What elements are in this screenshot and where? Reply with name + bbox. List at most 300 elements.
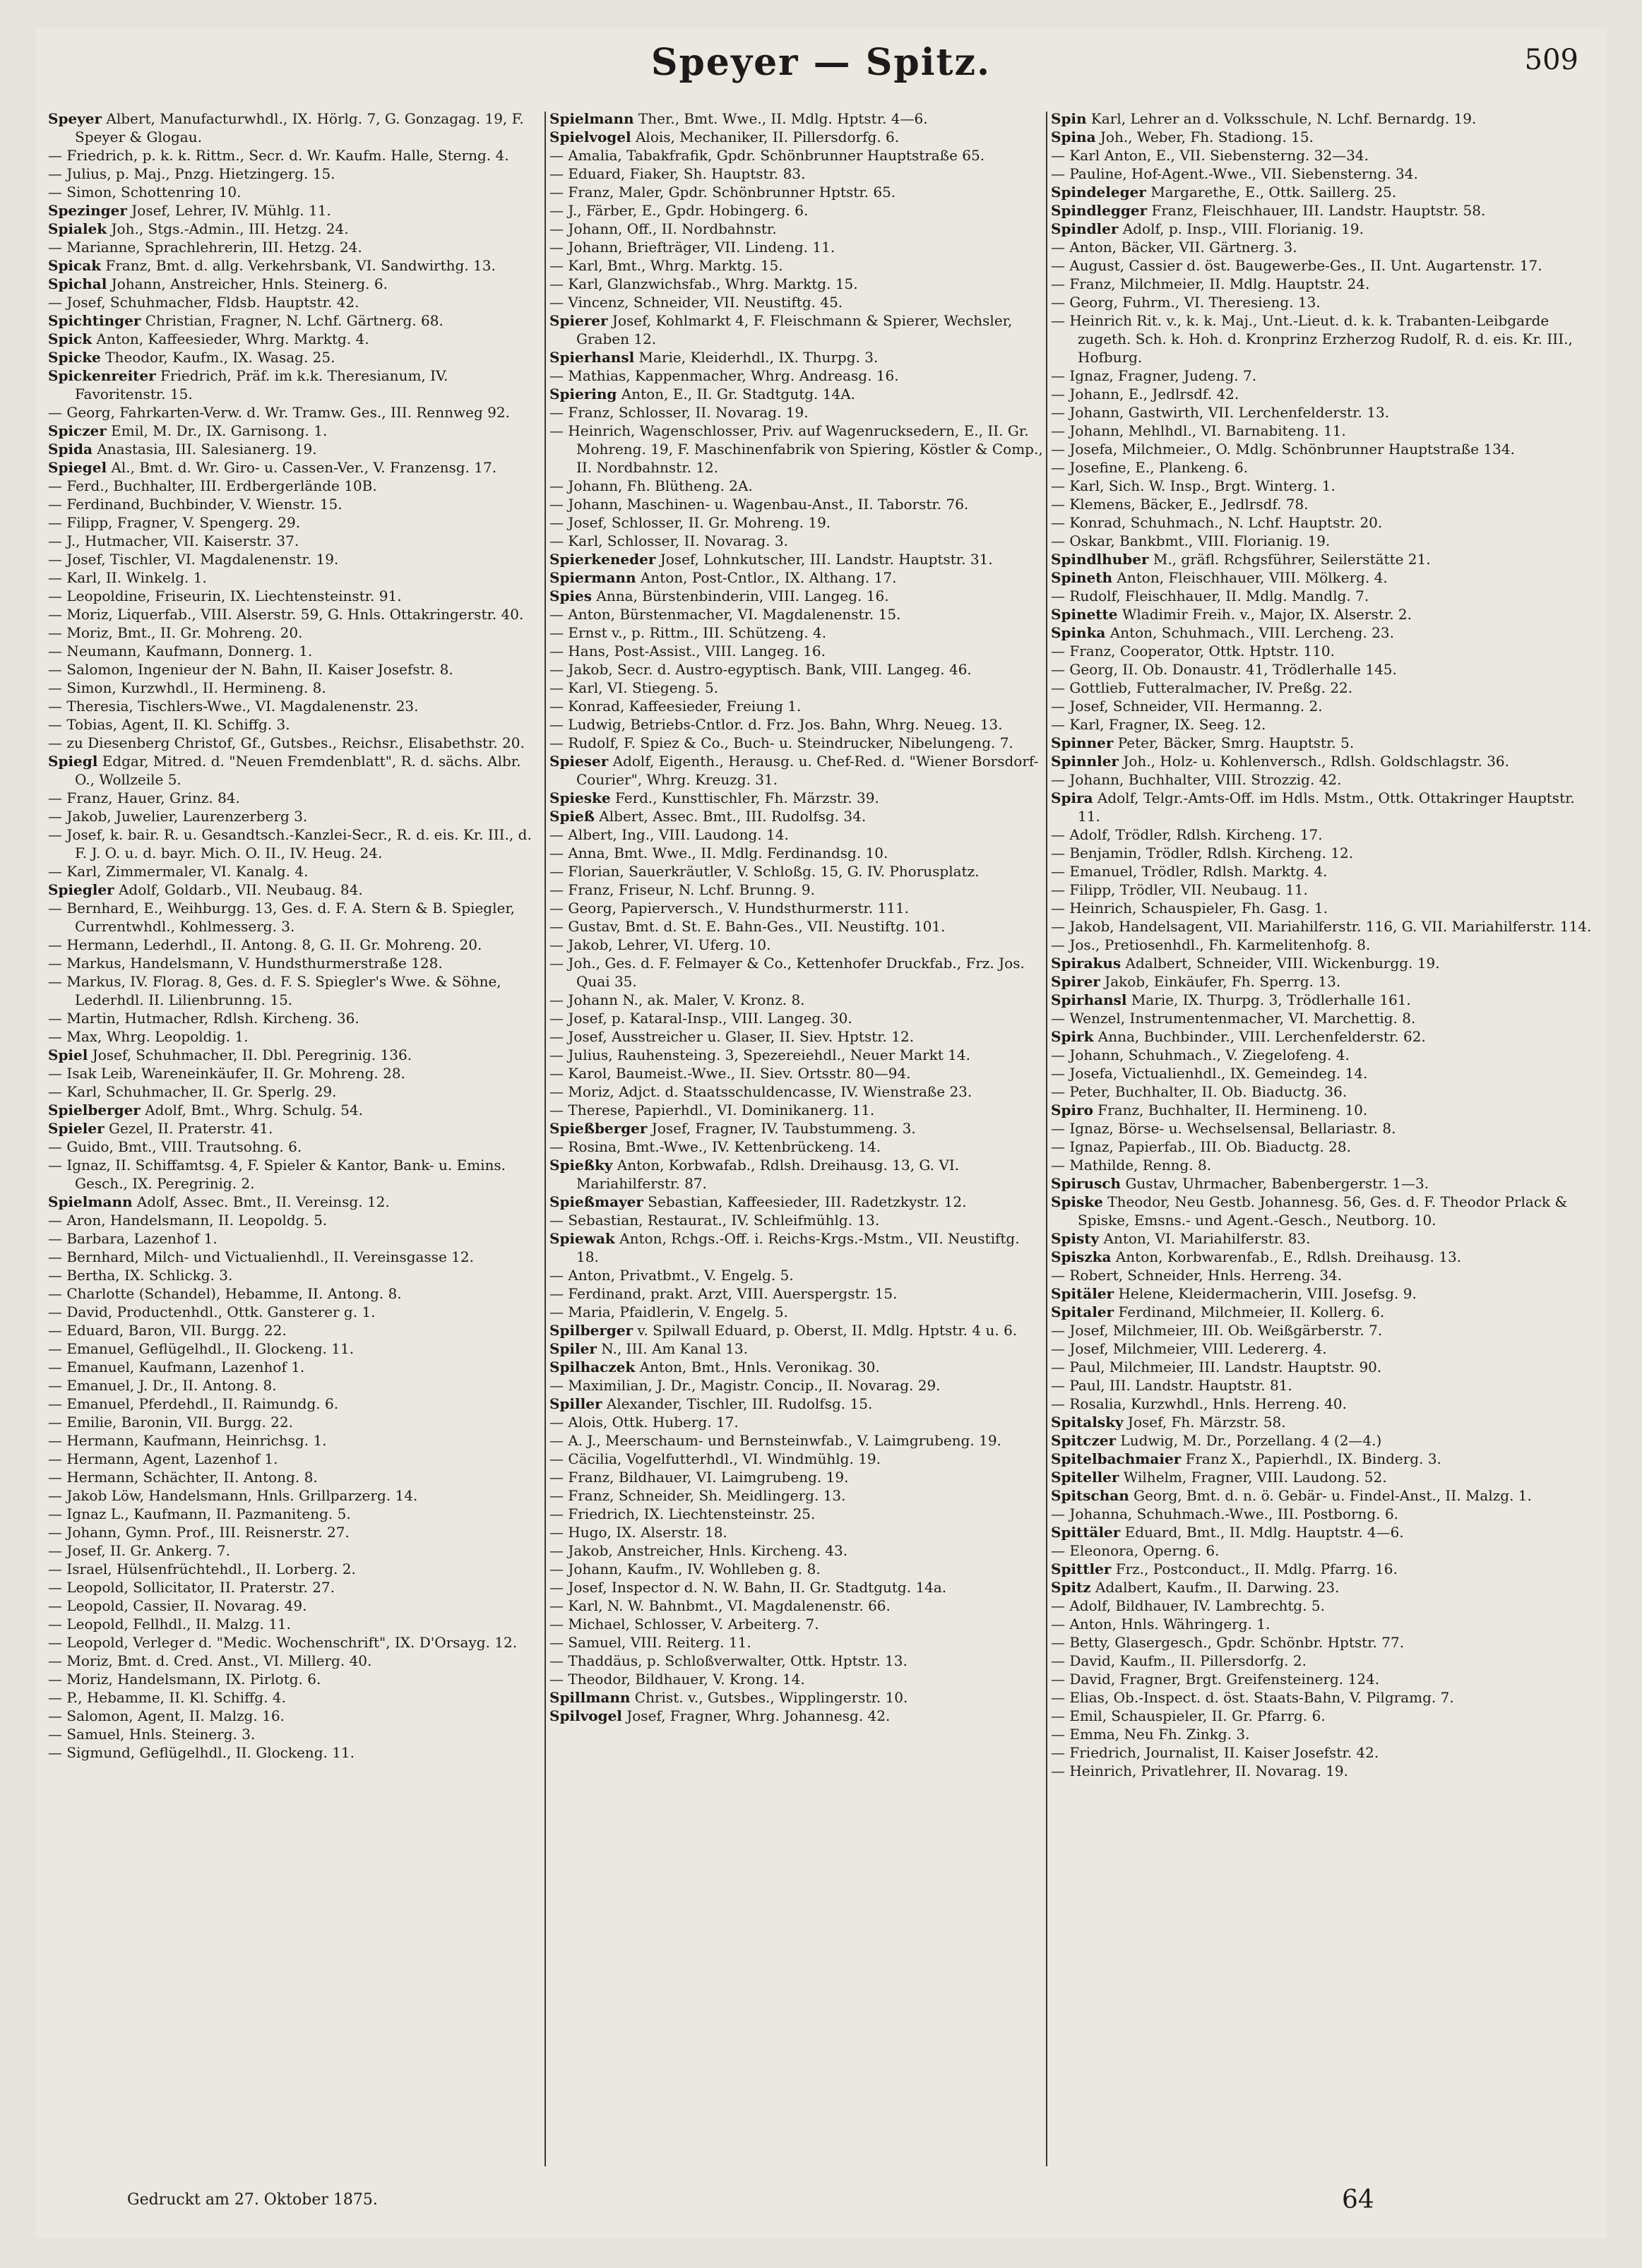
directory-entry	[1051, 1450, 1595, 1468]
entry-details: — Franz, Hauer, Grinz. 84.	[48, 789, 240, 806]
directory-entry	[1051, 385, 1595, 403]
entry-details: Joh., Stgs.-Admin., III. Hetzg. 24.	[107, 220, 349, 237]
directory-entry	[1051, 1762, 1595, 1780]
directory-entry	[48, 1670, 542, 1688]
directory-entry	[48, 642, 542, 660]
directory-entry	[48, 550, 542, 568]
entry-surname: Spindeleger	[1051, 184, 1146, 201]
directory-entry	[48, 275, 542, 293]
entry-details: — Florian, Sauerkräutler, V. Schloßg. 15, G. IV. Phorusplatz.	[549, 863, 980, 880]
directory-entry	[48, 366, 542, 403]
entry-surname: Spina	[1051, 129, 1096, 145]
directory-entry	[549, 1670, 1044, 1688]
directory-entry	[1051, 1670, 1595, 1688]
entry-details: — Heinrich, Privatlehrer, II. Novarag. 19.	[1051, 1762, 1349, 1779]
entry-details: — August, Cassier d. öst. Baugewerbe-Ges., II. Unt. Augartenstr. 17.	[1051, 257, 1542, 274]
directory-entry	[48, 954, 542, 972]
directory-entry	[549, 1652, 1044, 1670]
directory-entry	[1051, 1707, 1595, 1725]
directory-entry	[549, 1266, 1044, 1284]
directory-entry	[48, 1413, 542, 1431]
entry-details: Edgar, Mitred. d. "Neuen Fremdenblatt", R. d. sächs. Albr. O., Wollzeile 5.	[75, 753, 521, 788]
entry-details: — Samuel, Hnls. Steinerg. 3.	[48, 1726, 256, 1743]
directory-entry	[549, 495, 1044, 513]
directory-entry	[549, 1358, 1044, 1376]
entry-surname: Spisty	[1051, 1230, 1100, 1247]
directory-entry	[48, 1138, 542, 1156]
entry-details: Anna, Buchbinder., VIII. Lerchenfelderstr. 62.	[1093, 1028, 1426, 1045]
directory-entry	[549, 899, 1044, 917]
entry-details: — David, Kaufm., II. Pillersdorfg. 2.	[1051, 1652, 1307, 1669]
entry-details: — Emilie, Baronin, VII. Burgg. 22.	[48, 1414, 293, 1431]
entry-surname: Spießmayer	[549, 1193, 643, 1210]
entry-details: — Heinrich Rit. v., k. k. Maj., Unt.-Lieut. d. k. k. Trabanten-Leibgarde zugeth. Sch. k. Hoh. d. Kronprinz Erzherzog Rudolf, R. d. eis. Kr. III., Hofburg.	[1051, 312, 1573, 366]
directory-entry	[1051, 605, 1595, 623]
directory-entry	[1051, 844, 1595, 862]
directory-entry	[48, 1376, 542, 1395]
entry-details: — Adolf, Bildhauer, IV. Lambrechtg. 5.	[1051, 1597, 1325, 1614]
directory-entry	[48, 1156, 542, 1193]
entry-details: Adolf, Telgr.-Amts-Off. im Hdls. Mstm., Ottk. Ottakringer Hauptstr. 11.	[1078, 789, 1575, 825]
directory-entry	[1051, 1523, 1595, 1541]
entry-details: — Eduard, Fiaker, Sh. Hauptstr. 83.	[549, 165, 806, 182]
directory-entry	[549, 128, 1044, 146]
directory-entry	[48, 238, 542, 256]
directory-entry	[48, 568, 542, 587]
entry-details: Albert, Assec. Bmt., III. Rudolfsg. 34.	[594, 808, 867, 825]
directory-entry	[1051, 1578, 1595, 1596]
directory-entry	[549, 568, 1044, 587]
entry-details: Friedrich, Präf. im k.k. Theresianum, IV. Favoritenstr. 15.	[75, 367, 448, 402]
directory-entry	[549, 477, 1044, 495]
entry-details: — Karl, Schlosser, II. Novarag. 3.	[549, 532, 788, 549]
entry-details: — Albert, Ing., VIII. Laudong. 14.	[549, 826, 789, 843]
entry-details: Franz, Bmt. d. allg. Verkehrsbank, VI. Sandwirthg. 13.	[101, 257, 496, 274]
entry-details: — Hermann, Agent, Lazenhof 1.	[48, 1450, 278, 1467]
entry-details: — Johann N., ak. Maler, V. Kronz. 8.	[549, 991, 805, 1008]
directory-entry	[549, 752, 1044, 789]
entry-details: — Johann, Maschinen- u. Wagenbau-Anst., II. Taborstr. 76.	[549, 496, 969, 513]
entry-surname: Spiering	[549, 386, 617, 402]
entry-surname: Spiermann	[549, 569, 636, 586]
entry-details: Franz, Buchhalter, II. Hermineng. 10.	[1093, 1102, 1368, 1118]
directory-entry	[1051, 1376, 1595, 1395]
directory-entry	[1051, 568, 1595, 587]
directory-entry	[549, 844, 1044, 862]
directory-entry	[549, 1339, 1044, 1358]
entry-details: — zu Diesenberg Christof, Gf., Gutsbes., Reichsr., Elisabethstr. 20.	[48, 734, 525, 751]
directory-entry	[549, 1321, 1044, 1339]
entry-details: — Heinrich, Wagenschlosser, Priv. auf Wagenrucksedern, E., II. Gr. Mohreng. 19, F. Maschinenfabrik von Spiering, Köstler & Comp., II. Nordbahnstr. 12.	[549, 422, 1043, 476]
directory-column-1	[48, 109, 542, 2178]
entry-details: — Salomon, Ingenieur der N. Bahn, II. Kaiser Josefstr. 8.	[48, 661, 453, 678]
directory-entry	[1051, 954, 1595, 972]
directory-entry	[1051, 183, 1595, 201]
entry-details: — Marianne, Sprachlehrerin, III. Hetzg. 24.	[48, 239, 362, 256]
directory-entry	[48, 679, 542, 697]
directory-entry	[48, 1193, 542, 1211]
directory-entry	[549, 403, 1044, 422]
entry-details: — Karl, Glanzwichsfab., Whrg. Marktg. 15.	[549, 275, 858, 292]
entry-details: — Franz, Bildhauer, VI. Laimgrubeng. 19.	[549, 1469, 849, 1486]
directory-entry	[48, 1578, 542, 1596]
directory-entry	[1051, 715, 1595, 734]
entry-details: — Ludwig, Betriebs-Cntlor. d. Frz. Jos. Bahn, Whrg. Neueg. 13.	[549, 716, 1003, 733]
entry-details: — Karl, Schuhmacher, II. Gr. Sperlg. 29.	[48, 1083, 337, 1100]
directory-entry	[48, 1688, 542, 1707]
directory-entry	[48, 458, 542, 477]
entry-details: — Josefine, E., Plankeng. 6.	[1051, 459, 1249, 476]
directory-entry	[549, 642, 1044, 660]
directory-entry	[549, 1560, 1044, 1578]
directory-entry	[48, 1266, 542, 1284]
entry-details: — Karl, Zimmermaler, VI. Kanalg. 4.	[48, 863, 309, 880]
directory-entry	[1051, 899, 1595, 917]
entry-details: — Eleonora, Operng. 6.	[1051, 1542, 1220, 1559]
entry-details: — Maximilian, J. Dr., Magistr. Concip., II. Novarag. 29.	[549, 1377, 941, 1394]
entry-details: — P., Hebamme, II. Kl. Schiffg. 4.	[48, 1689, 286, 1706]
directory-entry	[1051, 917, 1595, 936]
entry-details: — Hermann, Schächter, II. Antong. 8.	[48, 1469, 318, 1486]
directory-entry	[1051, 1468, 1595, 1486]
entry-surname: Spichal	[48, 275, 107, 292]
directory-entry	[48, 477, 542, 495]
signature-mark: 64	[1342, 2185, 1374, 2214]
column-rule	[545, 112, 546, 2166]
directory-entry	[48, 734, 542, 752]
directory-entry	[549, 1229, 1044, 1266]
entry-surname: Spiske	[1051, 1193, 1103, 1210]
directory-entry	[48, 899, 542, 936]
entry-details: Christ. v., Gutsbes., Wipplingerstr. 10.	[630, 1689, 908, 1706]
entry-details: — Johann, Off., II. Nordbahnstr.	[549, 220, 777, 237]
entry-details: — Heinrich, Schauspieler, Fh. Gasg. 1.	[1051, 900, 1328, 917]
entry-details: — Friedrich, IX. Liechtensteinstr. 25.	[549, 1505, 816, 1522]
directory-entry	[1051, 1615, 1595, 1633]
entry-details: — Karl, N. W. Bahnbmt., VI. Magdalenenstr. 66.	[549, 1597, 891, 1614]
entry-surname: Spielmann	[48, 1193, 133, 1210]
entry-details: Josef, Kohlmarkt 4, F. Fleischmann & Spierer, Wechsler, Graben 12.	[576, 312, 1013, 347]
directory-entry	[549, 1431, 1044, 1450]
entry-details: — Peter, Buchhalter, II. Ob. Biaductg. 36.	[1051, 1083, 1347, 1100]
entry-details: — Mathias, Kappenmacher, Whrg. Andreasg. 16.	[549, 367, 899, 384]
directory-entry	[549, 1284, 1044, 1303]
directory-entry	[48, 1321, 542, 1339]
entry-details: — Paul, III. Landstr. Hauptstr. 81.	[1051, 1377, 1292, 1394]
entry-surname: Spindlhuber	[1051, 551, 1149, 568]
entry-details: — Rudolf, F. Spiez & Co., Buch- u. Steindrucker, Nibelungeng. 7.	[549, 734, 1013, 751]
directory-entry	[549, 1486, 1044, 1505]
directory-entry	[549, 109, 1044, 128]
entry-surname: Spineth	[1051, 569, 1113, 586]
directory-entry	[48, 1119, 542, 1138]
entry-surname: Spichtinger	[48, 312, 141, 329]
directory-entry	[48, 109, 542, 146]
directory-entry	[549, 1707, 1044, 1725]
entry-details: — Franz, Milchmeier, II. Mdlg. Hauptstr. 24.	[1051, 275, 1370, 292]
entry-details: Anton, Fleischhauer, VIII. Mölkerg. 4.	[1112, 569, 1388, 586]
entry-details: — Mathilde, Renng. 8.	[1051, 1157, 1212, 1174]
directory-entry	[48, 1633, 542, 1652]
directory-entry	[48, 1339, 542, 1358]
entry-surname: Spielberger	[48, 1102, 141, 1118]
directory-entry	[1051, 991, 1595, 1009]
entry-details: — Hugo, IX. Alserstr. 18.	[549, 1524, 727, 1541]
directory-entry	[48, 1027, 542, 1046]
directory-entry	[48, 440, 542, 458]
directory-entry	[1051, 1395, 1595, 1413]
entry-details: — Bertha, IX. Schlickg. 3.	[48, 1267, 233, 1284]
entry-surname: Spiler	[549, 1340, 597, 1357]
entry-details: — Salomon, Agent, II. Malzg. 16.	[48, 1707, 285, 1724]
directory-entry	[549, 348, 1044, 366]
directory-entry	[549, 513, 1044, 532]
entry-surname: Spitaler	[1051, 1303, 1114, 1320]
directory-entry	[48, 201, 542, 220]
entry-surname: Spiszka	[1051, 1248, 1112, 1265]
entry-details: — Karl, II. Winkelg. 1.	[48, 569, 207, 586]
entry-details: — Georg, Papierversch., V. Hundsthurmerstr. 111.	[549, 900, 910, 917]
directory-entry	[549, 220, 1044, 238]
directory-entry	[1051, 623, 1595, 642]
directory-entry	[549, 385, 1044, 403]
directory-entry	[48, 1743, 542, 1762]
entry-details: — Neumann, Kaufmann, Donnerg. 1.	[48, 643, 313, 659]
entry-surname: Spießky	[549, 1157, 613, 1174]
entry-surname: Spira	[1051, 789, 1093, 806]
entry-details: — Bernhard, Milch- und Victualienhdl., II. Vereinsgasse 12.	[48, 1248, 474, 1265]
entry-details: — Ferdinand, prakt. Arzt, VIII. Auerspergstr. 15.	[549, 1285, 898, 1302]
entry-details: — Emil, Schauspieler, II. Gr. Pfarrg. 6.	[1051, 1707, 1326, 1724]
entry-surname: Speyer	[48, 110, 102, 127]
entry-details: — Barbara, Lazenhof 1.	[48, 1230, 218, 1247]
entry-details: — Karl, Sich. W. Insp., Brgt. Winterg. 1.	[1051, 477, 1335, 494]
directory-page	[35, 28, 1607, 2238]
entry-details: — Robert, Schneider, Hnls. Herreng. 34.	[1051, 1267, 1343, 1284]
entry-surname: Spilvogel	[549, 1707, 622, 1724]
directory-entry	[48, 422, 542, 440]
directory-entry	[549, 366, 1044, 385]
entry-details: — Cäcilia, Vogelfutterhdl., VI. Windmühlg. 19.	[549, 1450, 881, 1467]
directory-entry	[549, 1523, 1044, 1541]
entry-details: — Joh., Ges. d. F. Felmayer & Co., Kettenhofer Druckfab., Frz. Jos. Quai 35.	[549, 955, 1025, 990]
entry-details: — Therese, Papierhdl., VI. Dominikanerg. 11.	[549, 1102, 875, 1118]
entry-details: — Jakob, Handelsagent, VII. Mariahilferstr. 116, G. VII. Mariahilferstr. 114.	[1051, 918, 1592, 935]
entry-details: Anton, Post-Cntlor., IX. Althang. 17.	[636, 569, 897, 586]
entry-surname: Spillmann	[549, 1689, 631, 1706]
directory-entry	[549, 587, 1044, 605]
directory-entry	[48, 293, 542, 311]
entry-details: — Friedrich, p. k. k. Rittm., Secr. d. Wr. Kaufm. Halle, Sterng. 4.	[48, 147, 509, 164]
directory-entry	[1051, 770, 1595, 789]
directory-entry	[1051, 587, 1595, 605]
entry-surname: Spinka	[1051, 624, 1106, 641]
directory-entry	[48, 1725, 542, 1743]
entry-details: — Johann, E., Jedlrsdf. 42.	[1051, 386, 1239, 402]
entry-details: — Jakob, Lehrer, VI. Uferg. 10.	[549, 936, 771, 953]
entry-details: — Moriz, Bmt. d. Cred. Anst., VI. Millerg. 40.	[48, 1652, 372, 1669]
directory-entry	[549, 954, 1044, 991]
entry-details: — Ignaz, Fragner, Judeng. 7.	[1051, 367, 1257, 384]
directory-entry	[1051, 495, 1595, 513]
entry-surname: Spiegler	[48, 881, 114, 898]
directory-entry	[549, 807, 1044, 825]
directory-entry	[48, 1560, 542, 1578]
entry-details: — Josef, Ausstreicher u. Glaser, II. Siev. Hptstr. 12.	[549, 1028, 915, 1045]
directory-entry	[549, 1064, 1044, 1082]
entry-surname: Spick	[48, 330, 93, 347]
entry-details: — Benjamin, Trödler, Rdlsh. Kircheng. 12.	[1051, 844, 1354, 861]
directory-entry	[1051, 881, 1595, 899]
entry-details: — Emanuel, J. Dr., II. Antong. 8.	[48, 1377, 277, 1394]
directory-entry	[48, 403, 542, 422]
entry-details: Marie, IX. Thurpg. 3, Trödlerhalle 161.	[1126, 991, 1411, 1008]
entry-details: M., gräfl. Rchgsführer, Seilerstätte 21.	[1148, 551, 1431, 568]
entry-surname: Spialek	[48, 220, 107, 237]
entry-surname: Spiro	[1051, 1102, 1093, 1118]
entry-details: — Tobias, Agent, II. Kl. Schiffg. 3.	[48, 716, 290, 733]
entry-details: Adolf, Assec. Bmt., II. Vereinsg. 12.	[132, 1193, 390, 1210]
entry-details: — Aron, Handelsmann, II. Leopoldg. 5.	[48, 1212, 328, 1229]
entry-details: — Emanuel, Kaufmann, Lazenhof 1.	[48, 1359, 305, 1375]
entry-details: — Sigmund, Geflügelhdl., II. Glockeng. 11.	[48, 1744, 355, 1761]
directory-entry	[48, 1707, 542, 1725]
directory-entry	[549, 1193, 1044, 1211]
entry-details: — Max, Whrg. Leopoldig. 1.	[48, 1028, 249, 1045]
entry-details: — Leopold, Verleger d. "Medic. Wochenschrift", IX. D'Orsayg. 12.	[48, 1634, 518, 1651]
directory-entry	[48, 1468, 542, 1486]
entry-details: — Anton, Bürstenmacher, VI. Magdalenenstr. 15.	[549, 606, 901, 623]
directory-entry	[48, 220, 542, 238]
entry-details: — Theodor, Bildhauer, V. Krong. 14.	[549, 1671, 805, 1688]
directory-entry	[549, 1596, 1044, 1615]
entry-details: — Wenzel, Instrumentenmacher, VI. Marchettig. 8.	[1051, 1010, 1416, 1027]
entry-surname: Spies	[549, 587, 593, 604]
entry-surname: Spickenreiter	[48, 367, 156, 384]
entry-surname: Spierhansl	[549, 349, 635, 366]
directory-entry	[1051, 1596, 1595, 1615]
directory-column-2	[549, 109, 1044, 2178]
directory-entry	[48, 789, 542, 807]
directory-entry	[549, 256, 1044, 275]
entry-details: — Martin, Hutmacher, Rdlsh. Kircheng. 36.	[48, 1010, 359, 1027]
entry-details: — David, Productenhdl., Ottk. Gansterer g. 1.	[48, 1303, 376, 1320]
entry-details: Adalbert, Kaufm., II. Darwing. 23.	[1090, 1579, 1340, 1596]
entry-details: Joh., Holz- u. Kohlenversch., Rdlsh. Goldschlagstr. 36.	[1118, 753, 1510, 770]
entry-details: — Moriz, Handelsmann, IX. Pirlotg. 6.	[48, 1671, 321, 1688]
directory-entry	[48, 165, 542, 183]
directory-entry	[1051, 1266, 1595, 1284]
directory-entry	[549, 1156, 1044, 1193]
entry-details: — Rosalia, Kurzwhdl., Hnls. Herreng. 40.	[1051, 1395, 1347, 1412]
entry-details: — Gustav, Bmt. d. St. E. Bahn-Ges., VII. Neustiftg. 101.	[549, 918, 946, 935]
directory-entry	[549, 1303, 1044, 1321]
entry-surname: Spida	[48, 441, 93, 458]
entry-details: — Maria, Pfaidlerin, V. Engelg. 5.	[549, 1303, 788, 1320]
entry-details: — Johann, Buchhalter, VIII. Strozzig. 42.	[1051, 771, 1342, 788]
directory-entry	[48, 348, 542, 366]
directory-entry	[549, 183, 1044, 201]
entry-details: — Filipp, Trödler, VII. Neubaug. 11.	[1051, 881, 1308, 898]
directory-entry	[549, 1211, 1044, 1229]
entry-details: Anton, Rchgs.-Off. i. Reichs-Krgs.-Mstm., VII. Neustiftg. 18.	[576, 1230, 1020, 1265]
directory-entry	[549, 734, 1044, 752]
entry-details: Wladimir Freih. v., Major, IX. Alserstr. 2.	[1117, 606, 1412, 623]
directory-entry	[549, 605, 1044, 623]
directory-entry	[48, 752, 542, 789]
directory-entry	[48, 623, 542, 642]
entry-surname: Spittäler	[1051, 1524, 1121, 1541]
entry-details: Alois, Mechaniker, II. Pillersdorfg. 6.	[631, 129, 900, 145]
directory-entry	[1051, 789, 1595, 825]
directory-entry	[1051, 1321, 1595, 1339]
directory-entry	[1051, 440, 1595, 458]
directory-entry	[549, 1450, 1044, 1468]
directory-entry	[48, 1284, 542, 1303]
entry-details: — Leopoldine, Friseurin, IX. Liechtensteinstr. 91.	[48, 587, 402, 604]
entry-surname: Spicke	[48, 349, 101, 366]
directory-entry	[1051, 1027, 1595, 1046]
directory-entry	[1051, 293, 1595, 311]
entry-surname: Spieske	[549, 789, 611, 806]
entry-details: — Markus, Handelsmann, V. Hundsthurmerstraße 128.	[48, 955, 443, 972]
directory-entry	[549, 311, 1044, 348]
entry-details: — Jakob, Secr. d. Austro-egyptisch. Bank, VIII. Langeg. 46.	[549, 661, 972, 678]
entry-details: v. Spilwall Eduard, p. Oberst, II. Mdlg. Hptstr. 4 u. 6.	[633, 1322, 1018, 1339]
directory-entry	[549, 1027, 1044, 1046]
entry-details: — Moriz, Liquerfab., VIII. Alserstr. 59, G. Hnls. Ottakringerstr. 40.	[48, 606, 524, 623]
entry-details: Johann, Anstreicher, Hnls. Steinerg. 6.	[107, 275, 388, 292]
entry-details: — Friedrich, Journalist, II. Kaiser Josefstr. 42.	[1051, 1744, 1379, 1761]
entry-details: — Thaddäus, p. Schloßverwalter, Ottk. Hptstr. 13.	[549, 1652, 908, 1669]
directory-column-3	[1051, 109, 1595, 2178]
entry-details: — Anton, Privatbmt., V. Engelg. 5.	[549, 1267, 794, 1284]
directory-entry	[1051, 1138, 1595, 1156]
directory-entry	[48, 1248, 542, 1266]
entry-details: — Israel, Hülsenfrüchtehdl., II. Lorberg. 2.	[48, 1560, 356, 1577]
entry-details: Josef, Schuhmacher, II. Dbl. Peregrinig. 136.	[88, 1046, 412, 1063]
directory-entry	[549, 789, 1044, 807]
entry-details: Sebastian, Kaffeesieder, III. Radetzkystr. 12.	[643, 1193, 967, 1210]
directory-entry	[549, 825, 1044, 844]
entry-surname: Spiel	[48, 1046, 88, 1063]
entry-details: — Josef, Tischler, VI. Magdalenenstr. 19.	[48, 551, 339, 568]
entry-details: — Rosina, Bmt.-Wwe., IV. Kettenbrückeng. 14.	[549, 1138, 881, 1155]
directory-entry	[1051, 642, 1595, 660]
directory-entry	[48, 587, 542, 605]
entry-details: — Josef, II. Gr. Ankerg. 7.	[48, 1542, 230, 1559]
entry-surname: Spilberger	[549, 1322, 633, 1339]
entry-details: — Gottlieb, Futteralmacher, IV. Preßg. 22.	[1051, 679, 1353, 696]
directory-entry	[549, 1615, 1044, 1633]
directory-entry	[48, 1064, 542, 1082]
entry-surname: Spirer	[1051, 973, 1100, 990]
entry-details: — Theresia, Tischlers-Wwe., VI. Magdalenenstr. 23.	[48, 698, 419, 715]
entry-details: Josef, Fragner, IV. Taubstummeng. 3.	[647, 1120, 916, 1137]
entry-surname: Spitz	[1051, 1579, 1091, 1596]
directory-entry	[549, 1541, 1044, 1560]
entry-surname: Spitczer	[1051, 1432, 1117, 1449]
directory-entry	[48, 1450, 542, 1468]
directory-entry	[1051, 752, 1595, 770]
directory-entry	[48, 495, 542, 513]
entry-details: — Johann, Gymn. Prof., III. Reisnerstr. 27.	[48, 1524, 350, 1541]
entry-details: — Markus, IV. Florag. 8, Ges. d. F. S. Spiegler's Wwe. & Söhne, Lederhdl. II. Lilienbrunng. 15.	[48, 973, 501, 1008]
entry-details: Georg, Bmt. d. n. ö. Gebär- u. Findel-Anst., II. Malzg. 1.	[1129, 1487, 1532, 1504]
directory-entry	[1051, 422, 1595, 440]
directory-entry	[1051, 513, 1595, 532]
entry-details: — Ignaz, Papierfab., III. Ob. Biaductg. 28.	[1051, 1138, 1351, 1155]
